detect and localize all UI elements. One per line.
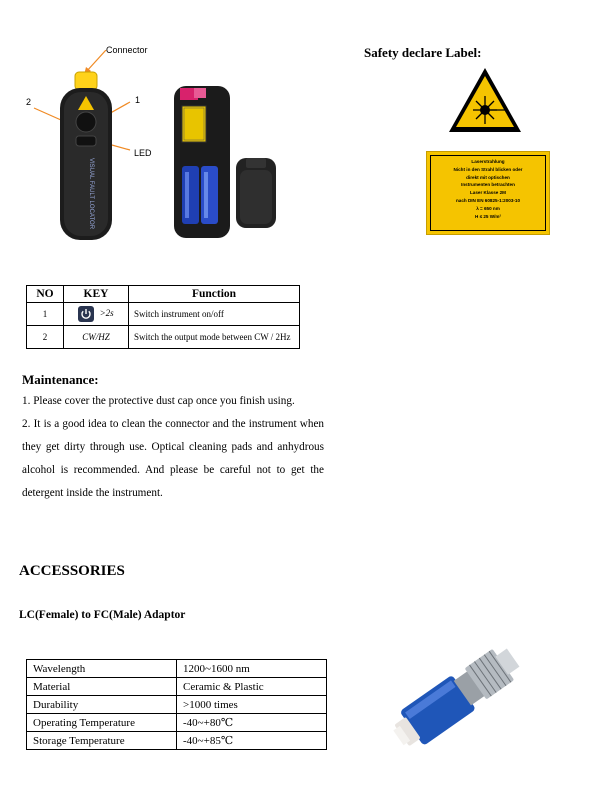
battery-compartment-illustration bbox=[170, 80, 280, 245]
spec-name: Operating Temperature bbox=[27, 714, 177, 732]
label-line: direkt mit optischen bbox=[466, 174, 510, 180]
table-row bbox=[27, 326, 300, 349]
row-function: Switch the output mode between CW / 2Hz bbox=[129, 326, 300, 349]
spec-name: Material bbox=[27, 678, 177, 696]
header-key: KEY bbox=[64, 286, 129, 303]
table-row bbox=[27, 732, 327, 750]
table-row bbox=[27, 696, 327, 714]
accessories-title: ACCESSORIES bbox=[19, 563, 125, 579]
fault-locator-device-illustration bbox=[20, 50, 160, 240]
row-key-cell bbox=[64, 303, 129, 326]
table-row bbox=[27, 678, 327, 696]
table-header-row bbox=[27, 286, 300, 303]
lc-fc-adaptor-illustration bbox=[380, 610, 530, 760]
spec-value: >1000 times bbox=[177, 696, 327, 714]
row-key: >2s bbox=[99, 308, 114, 319]
label-line: H ≤ 25 W/m² bbox=[474, 213, 501, 219]
adaptor-spec-table bbox=[26, 659, 327, 750]
label-line: λ = 650 nm bbox=[476, 205, 500, 211]
key-function-table bbox=[26, 285, 300, 349]
label-line: Nicht in den Strahl blicken oder bbox=[453, 166, 523, 172]
table-row bbox=[27, 714, 327, 732]
maintenance-item: 2. It is a good idea to clean the connector and the instrument when they get dirty through use. Optical cleaning pads and anhydrous alcohol is recommended. And please be careful not to get the detergent inside the instrument. bbox=[22, 418, 324, 499]
row-no: 2 bbox=[27, 326, 64, 349]
label-line: nach DIN EN 60825-1:2003-10 bbox=[455, 197, 521, 203]
callout-1-label: 1 bbox=[135, 95, 141, 105]
spec-name: Storage Temperature bbox=[27, 732, 177, 750]
maintenance-body bbox=[22, 390, 324, 505]
adaptor-subtitle: LC(Female) to FC(Male) Adaptor bbox=[19, 609, 186, 621]
spec-name: Durability bbox=[27, 696, 177, 714]
laser-class-label bbox=[426, 151, 550, 235]
spec-name: Wavelength bbox=[27, 660, 177, 678]
label-line: Instrumenten betrachten bbox=[461, 182, 515, 188]
row-no: 1 bbox=[27, 303, 64, 326]
power-button-icon bbox=[78, 306, 94, 322]
maintenance-title: Maintenance: bbox=[22, 372, 99, 387]
device-label-text: VISUAL FAULT LOCATOR bbox=[88, 158, 94, 230]
spec-value: -40~+85℃ bbox=[177, 732, 327, 750]
table-row bbox=[27, 660, 327, 678]
maintenance-item: 1. Please cover the protective dust cap once you finish using. bbox=[22, 395, 295, 407]
led-label: LED bbox=[134, 148, 152, 158]
label-line: Laserstrahlung bbox=[471, 159, 505, 164]
laser-warning-icon bbox=[447, 66, 523, 134]
label-line: Laser Klasse 2M bbox=[469, 190, 506, 196]
table-row bbox=[27, 303, 300, 326]
spec-value: Ceramic & Plastic bbox=[177, 678, 327, 696]
header-no: NO bbox=[27, 286, 64, 303]
row-key: CW/HZ bbox=[64, 326, 129, 349]
safety-title: Safety declare Label: bbox=[364, 45, 482, 60]
callout-2-label: 2 bbox=[26, 97, 32, 107]
spec-value: -40~+80℃ bbox=[177, 714, 327, 732]
connector-label: Connector bbox=[106, 45, 148, 55]
row-function: Switch instrument on/off bbox=[129, 303, 300, 326]
spec-value: 1200~1600 nm bbox=[177, 660, 327, 678]
header-function: Function bbox=[129, 286, 300, 303]
